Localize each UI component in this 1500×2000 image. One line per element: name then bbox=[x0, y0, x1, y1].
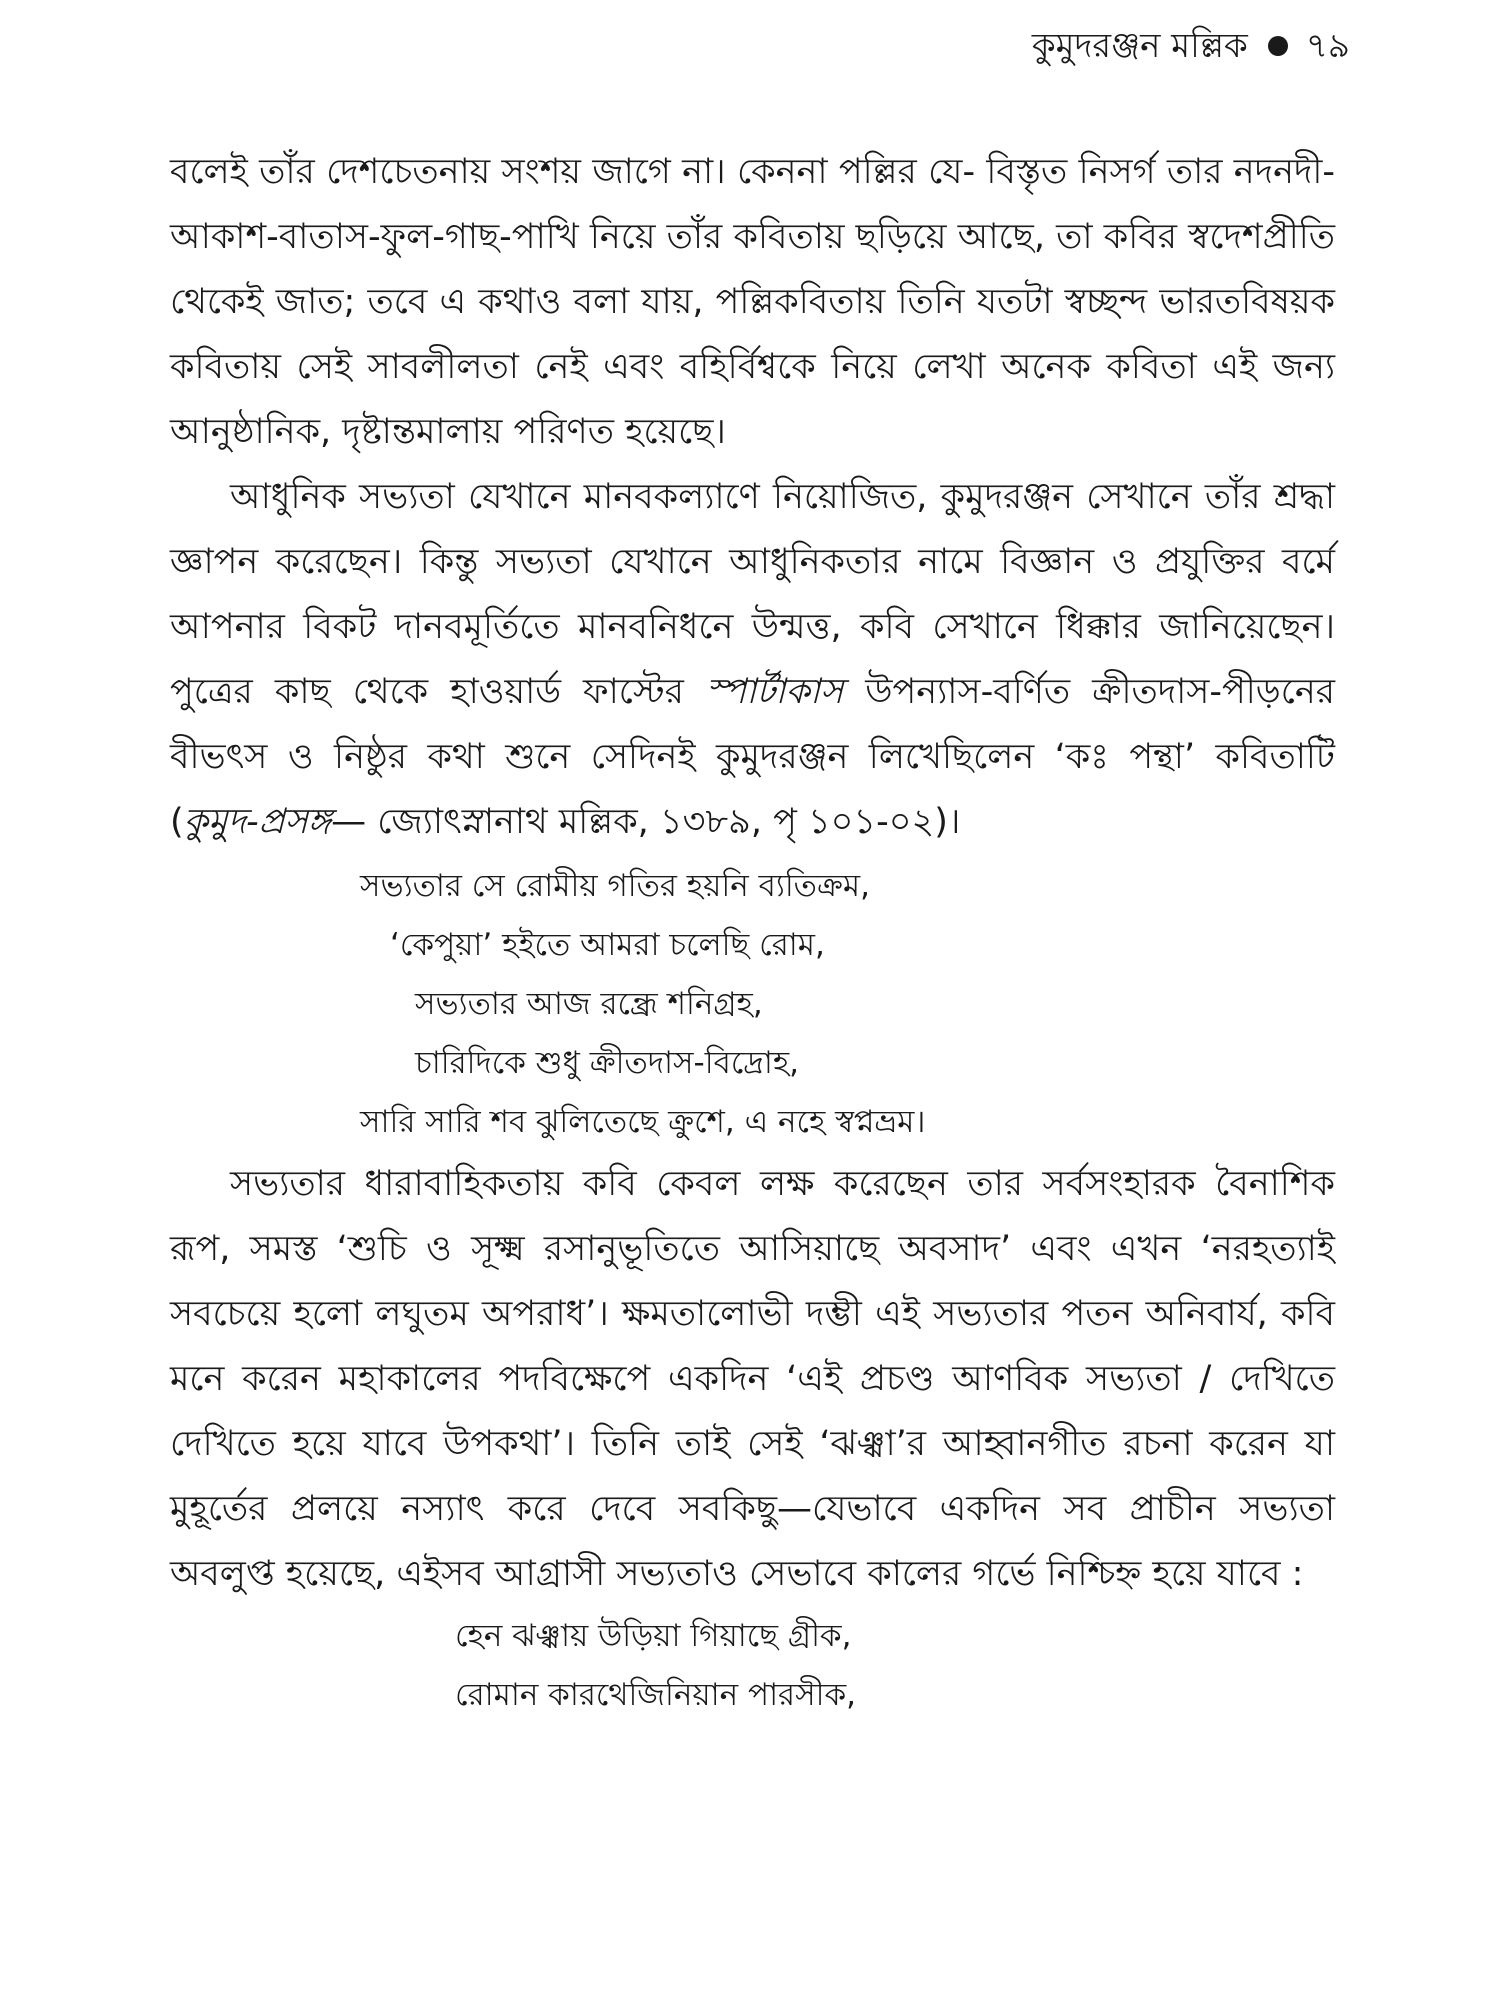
paragraph-2 bbox=[170, 465, 1335, 855]
paragraph-2-part-1: আধুনিক সভ্যতা যেখানে মানবকল্যাণে নিয়োজিত, কুমুদরঞ্জন সেখানে তাঁর শ্রদ্ধা জ্ঞাপন করেছেন। কিন্তু সভ্যতা যেখানে আধুনিকতার নামে বিজ্ঞান ও প্রযুক্তির বর্মে আপনার বিকট দানবমূর্তিতে মানবনিধনে উন্মত্ত, কবি সেখানে ধিক্কার জানিয়েছেন। পুত্রের কাছ থেকে হাওয়ার্ড ফাস্টের bbox=[170, 477, 1335, 712]
verse-line: হেন ঝঞ্ঝায় উড়িয়া গিয়াছে গ্রীক, bbox=[455, 1618, 852, 1654]
header-title: কুমুদরঞ্জন মল্লিক bbox=[1031, 26, 1248, 66]
verse-line: চারিদিকে শুধু ক্রীতদাস-বিদ্রোহ, bbox=[415, 1045, 800, 1081]
verse-line: সভ্যতার সে রোমীয় গতির হয়নি ব্যতিক্রম, bbox=[360, 868, 870, 904]
verse-line: সভ্যতার আজ রন্ধ্রে শনিগ্রহ, bbox=[415, 986, 763, 1022]
paragraph-2-part-3: — জ্যোৎস্নানাথ মল্লিক, ১৩৮৯, পৃ ১০১-০২)। bbox=[331, 802, 961, 842]
page-body bbox=[170, 140, 1335, 1725]
paragraph-1: বলেই তাঁর দেশচেতনায় সংশয় জাগে না। কেননা পল্লির যে- বিস্তৃত নিসর্গ তার নদনদী-আকাশ-বাতাস-ফুল-গাছ-পাখি নিয়ে তাঁর কবিতায় ছড়িয়ে আছে, তা কবির স্বদেশপ্রীতি থেকেই জাত; তবে এ কথাও বলা যায়, পল্লিকবিতায় তিনি যতটা স্বচ্ছন্দ ভারতবিষয়ক কবিতায় সেই সাবলীলতা নেই এবং বহির্বিশ্বকে নিয়ে লেখা অনেক কবিতা এই জন্য আনুষ্ঠানিক, দৃষ্টান্তমালায় পরিণত হয়েছে। bbox=[170, 152, 1335, 452]
verse-block-2 bbox=[170, 1607, 1335, 1725]
paragraph-2-part-2: উপন্যাস-বর্ণিত ক্রীতদাস-পীড়নের বীভৎস ও নিষ্ঠুর কথা শুনে সেদিনই কুমুদরঞ্জন লিখেছিলেন ‘কঃ পন্থা’ কবিতাটি ( bbox=[170, 672, 1335, 842]
paragraph-3: সভ্যতার ধারাবাহিকতায় কবি কেবল লক্ষ করেছেন তার সর্বসংহারক বৈনাশিক রূপ, সমস্ত ‘শুচি ও সূক্ষ্ম রসানুভূতিতে আসিয়াছে অবসাদ’ এবং এখন ‘নরহত্যাই সবচেয়ে হলো লঘুতম অপরাধ’। ক্ষমতালোভী দম্ভী এই সভ্যতার পতন অনিবার্য, কবি মনে করেন মহাকালের পদবিক্ষেপে একদিন ‘এই প্রচণ্ড আণবিক সভ্যতা / দেখিতে দেখিতে হয়ে যাবে উপকথা’। তিনি তাই সেই ‘ঝঞ্ঝা’র আহ্বানগীত রচনা করেন যা মুহূর্তের প্রলয়ে নস্যাৎ করে দেবে সবকিছু—যেভাবে একদিন সব প্রাচীন সভ্যতা অবলুপ্ত হয়েছে, এইসব আগ্রাসী সভ্যতাও সেভাবে কালের গর্ভে নিশ্চিহ্ন হয়ে যাবে : bbox=[170, 1164, 1335, 1594]
page-number: ৭৯ bbox=[1305, 26, 1350, 66]
verse-line: ‘কেপুয়া’ হইতে আমরা চলেছি রোম, bbox=[390, 927, 825, 963]
verse-block-1 bbox=[170, 857, 1335, 1152]
book-title-spartacus: স্পার্টাকাস bbox=[705, 672, 844, 712]
running-header bbox=[1032, 22, 1350, 70]
bullet-icon bbox=[1268, 36, 1288, 56]
book-title-kumud-prasanga: কুমুদ-প্রসঙ্গ bbox=[183, 802, 332, 842]
verse-line: রোমান কারথেজিনিয়ান পারসীক, bbox=[455, 1677, 856, 1713]
verse-line: সারি সারি শব ঝুলিতেছে ক্রুশে, এ নহে স্বপ্নভ্রম। bbox=[360, 1104, 926, 1140]
